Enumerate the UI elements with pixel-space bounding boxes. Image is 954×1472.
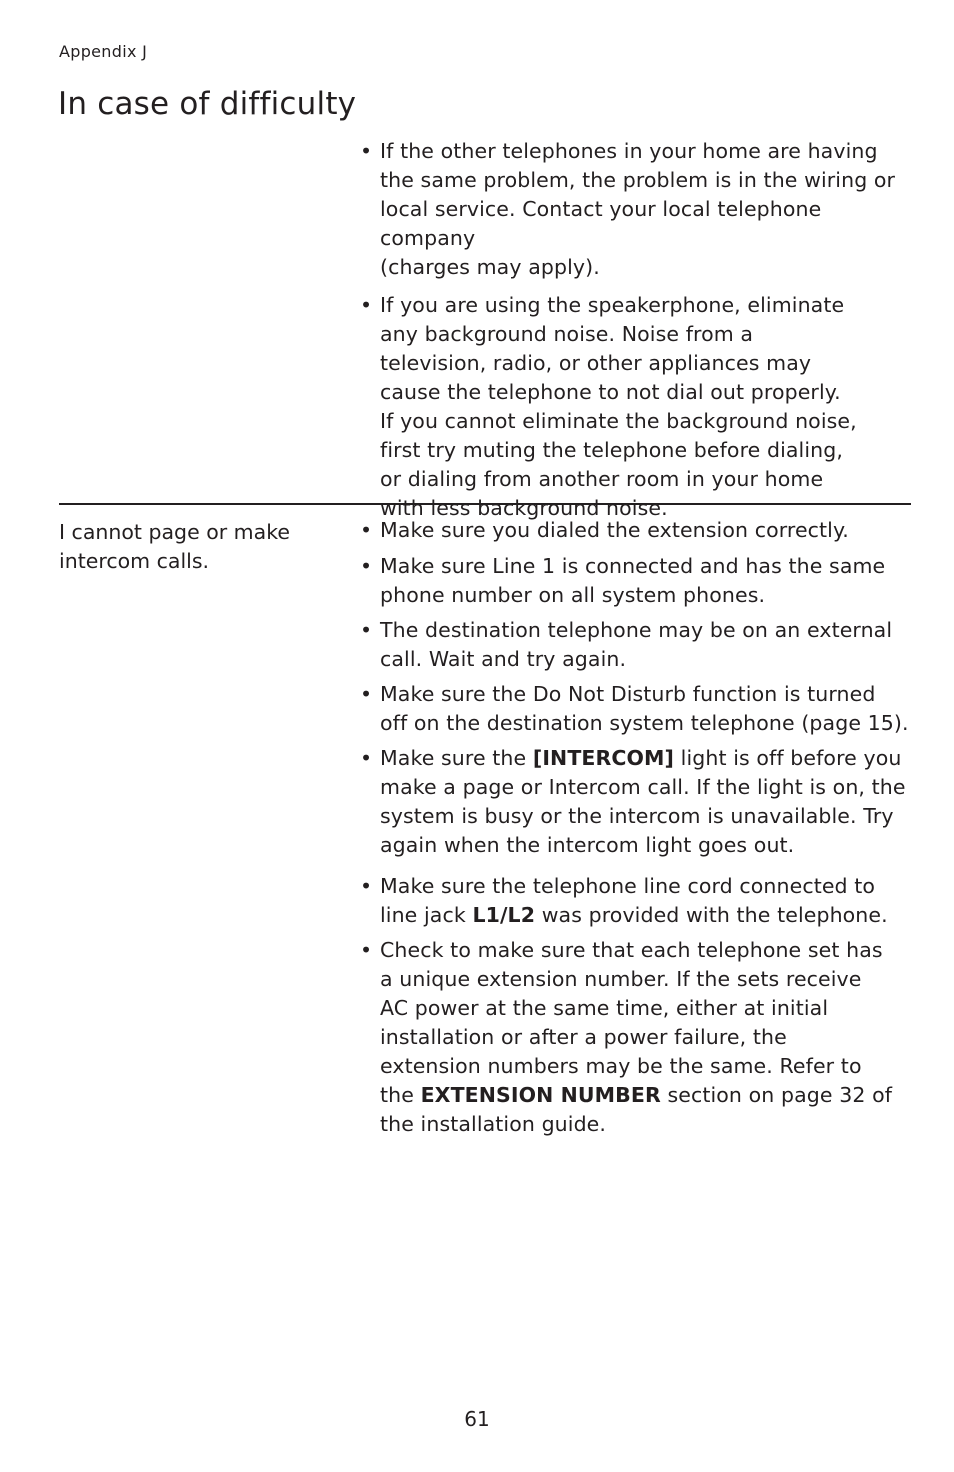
page-number: 61 — [464, 1407, 490, 1431]
list-item-text: Make sure the — [380, 746, 533, 770]
top-solutions-list — [358, 137, 914, 523]
intercom-solutions — [358, 516, 914, 1139]
list-item: • Make sure the Do Not Disturb function is turned off on the destination system telephone (page 15). — [358, 680, 914, 738]
list-item: • Make sure you dialed the extension correctly. — [358, 516, 914, 545]
intercom-key-label: [INTERCOM] — [532, 746, 675, 770]
list-item — [358, 872, 914, 930]
section-label: Appendix J — [59, 42, 148, 61]
list-item: • If you are using the speakerphone, eliminate any background noise. Noise from a television, radio, or other appliances may cause the telephone to not dial out properly. If you cannot eliminate the background noise, first try muting the telephone before dialing, or dialing from another room in your home with less background noise. — [358, 291, 914, 523]
section-divider — [59, 503, 911, 505]
list-item-text: section on page 32 of the installation guide. — [380, 1083, 893, 1136]
top-solutions — [358, 137, 914, 523]
intercom-solutions-list — [358, 516, 914, 1139]
list-item-text: light is off before you make a page or Intercom call. If the light is on, the system is busy or the intercom is unavailable. Try again when the intercom light goes out. — [380, 746, 906, 857]
extension-number-label: EXTENSION NUMBER — [420, 1083, 661, 1107]
list-item — [358, 744, 914, 860]
line-jack-label: L1/L2 — [472, 903, 536, 927]
list-item: • If the other telephones in your home are having the same problem, the problem is in the wiring or local service. Contact your local telephone company (charges may apply). — [358, 137, 914, 282]
list-item-text: was provided with the telephone. — [535, 903, 888, 927]
page-title: In case of difficulty — [58, 86, 357, 122]
list-item: • The destination telephone may be on an external call. Wait and try again. — [358, 616, 914, 674]
list-item — [358, 936, 914, 1139]
problem-description: I cannot page or make intercom calls. — [59, 520, 290, 573]
list-item-text: Check to make sure that each telephone set has a unique extension number. If the sets receive AC power at the same time, either at initial installation or after a power failure, the extension numbers may be the same. Refer to the — [380, 938, 883, 1107]
list-item: • Make sure Line 1 is connected and has the same phone number on all system phones. — [358, 552, 914, 610]
list-item-text: Make sure the telephone line cord connected to line jack — [380, 874, 876, 927]
